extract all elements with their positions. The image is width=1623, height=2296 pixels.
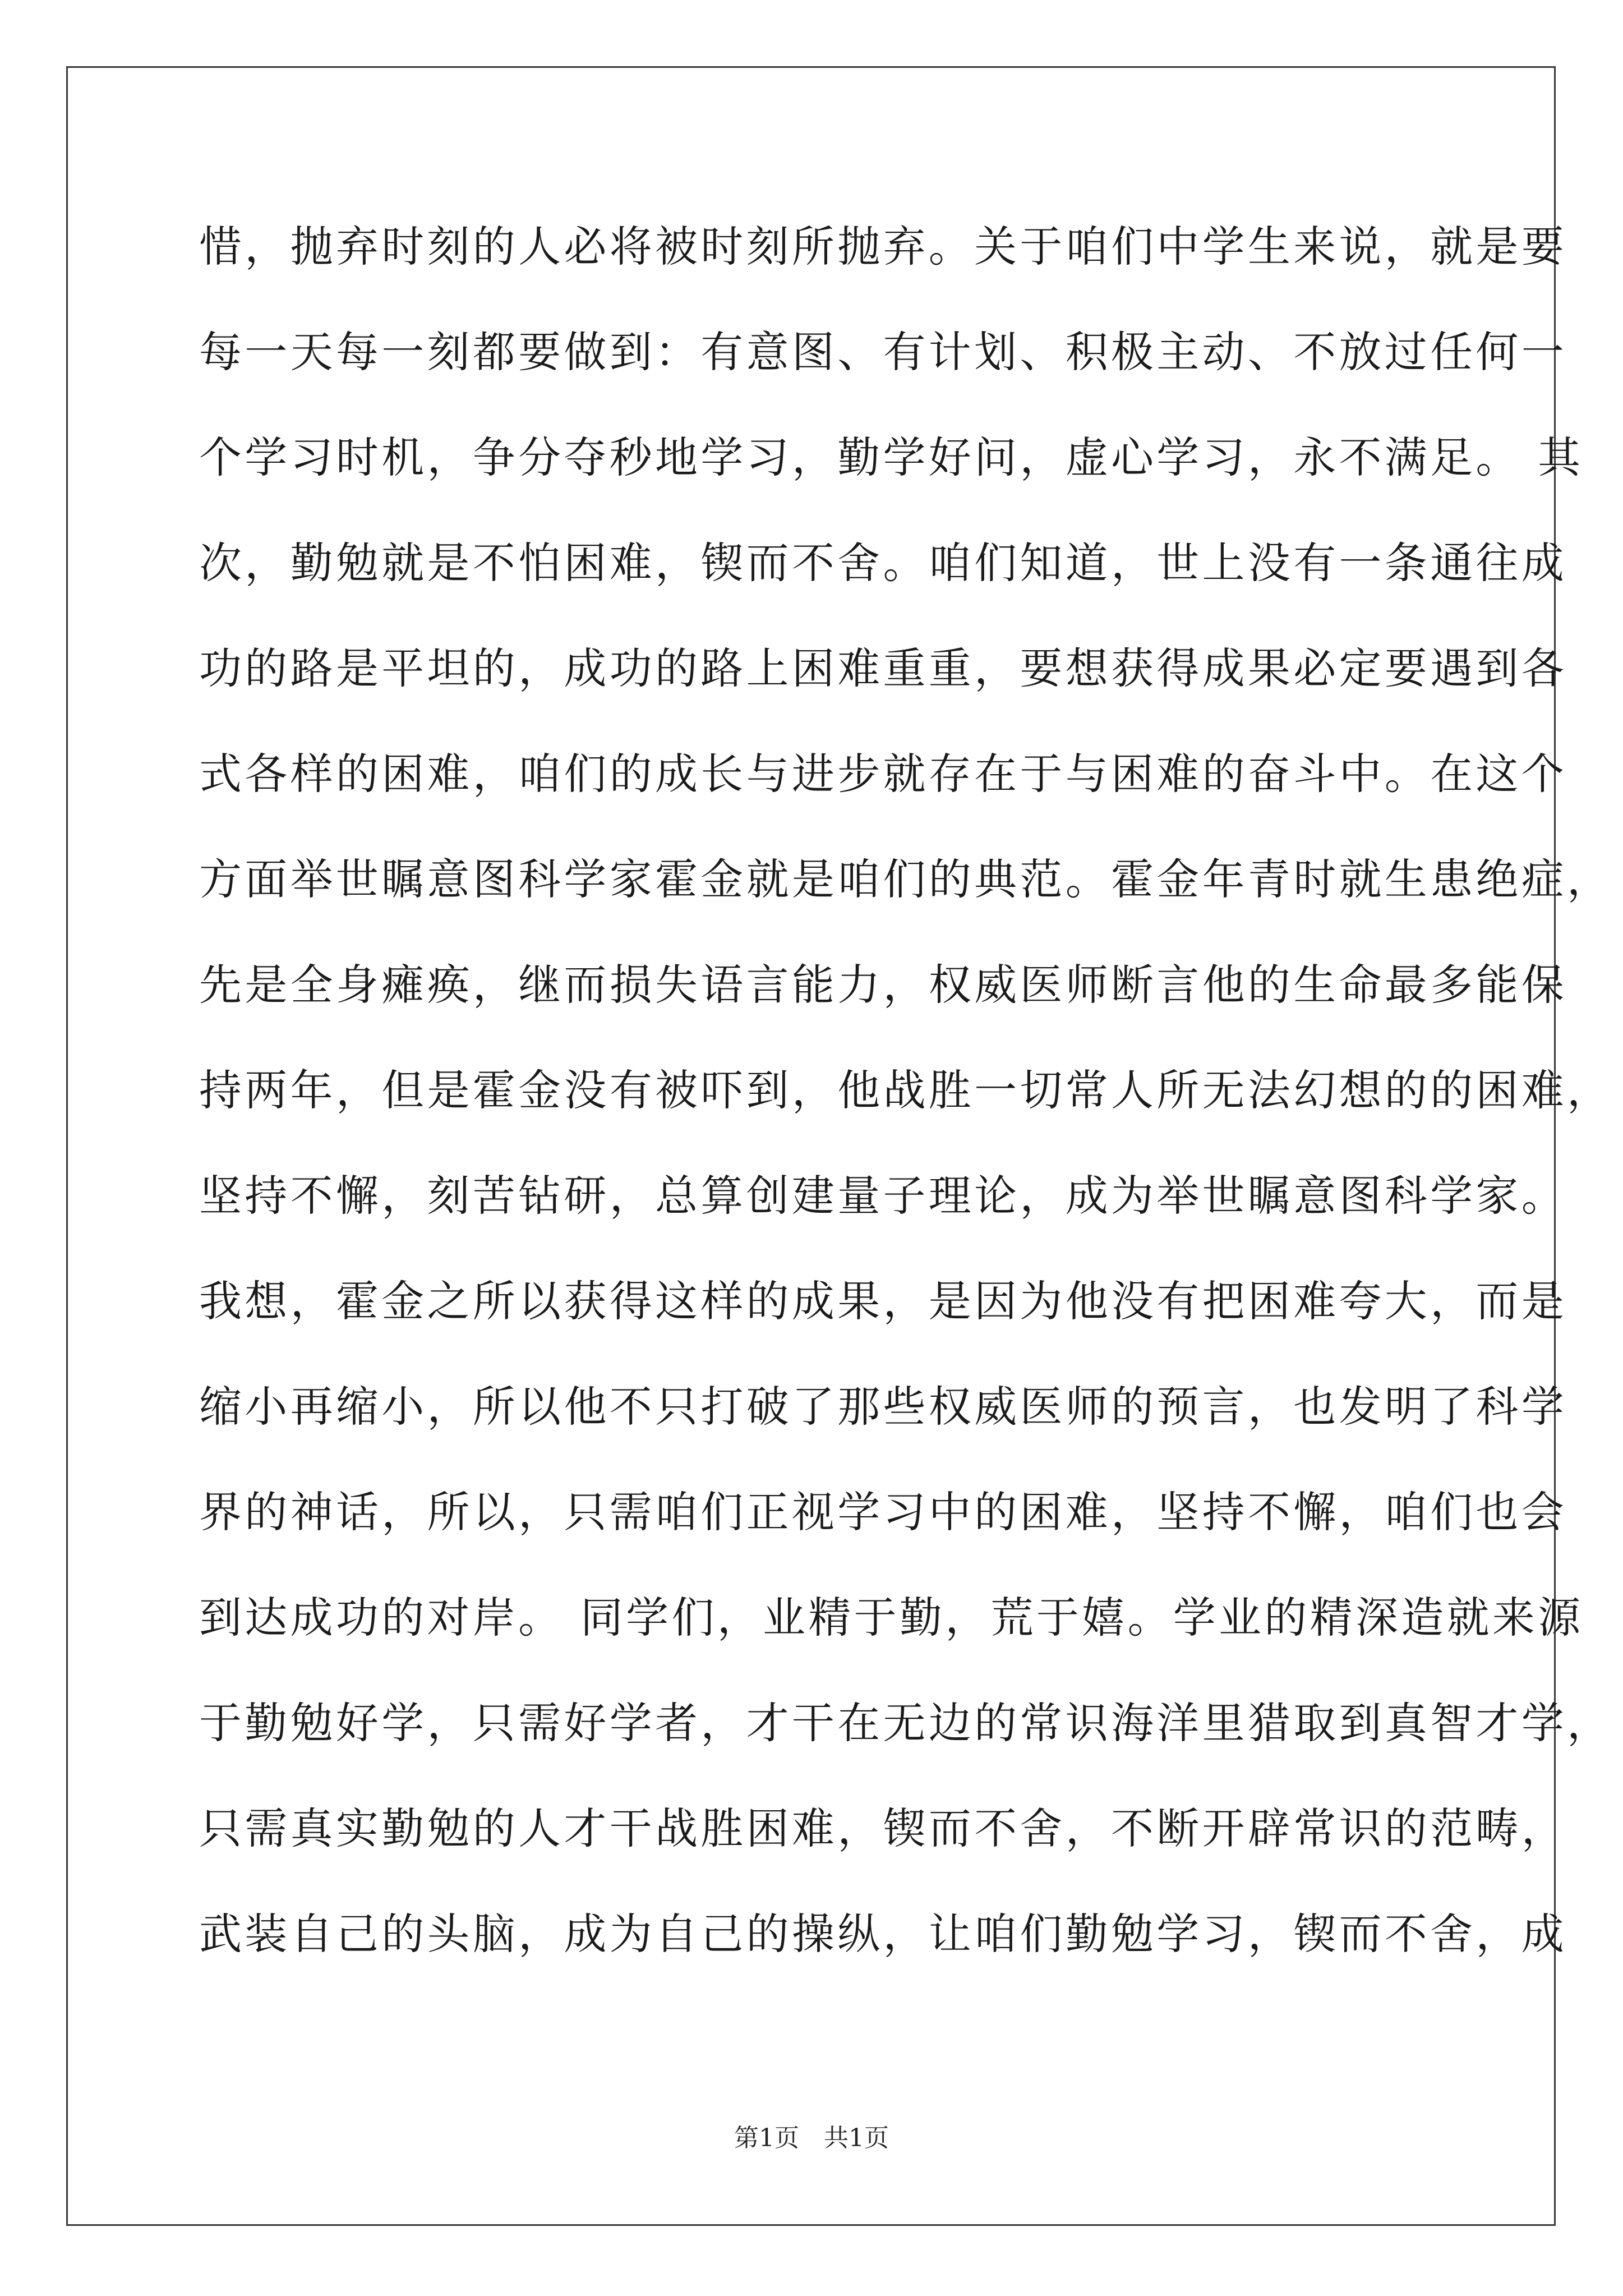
text-line: 方面举世瞩意图科学家霍金就是咱们的典范。霍金年青时就生患绝症，	[199, 854, 1613, 904]
text-line: 缩小再缩小，所以他不只打破了那些权威医师的预言，也发明了科学	[199, 1382, 1567, 1432]
text-line: 持两年，但是霍金没有被吓到，他战胜一切常人所无法幻想的的困难，	[199, 1065, 1613, 1115]
text-line: 到达成功的对岸。 同学们，业精于勤，荒于嬉。学业的精深造就来源	[199, 1593, 1584, 1642]
text-line: 坚持不懈，刻苦钻研，总算创建量子理论，成为举世瞩意图科学家。	[199, 1171, 1567, 1221]
text-line: 界的神话，所以，只需咱们正视学习中的困难，坚持不懈，咱们也会	[199, 1487, 1567, 1537]
body-text	[199, 219, 1613, 2012]
text-line: 每一天每一刻都要做到：有意图、有计划、积极主动、不放过任何一	[199, 327, 1567, 377]
text-line: 功的路是平坦的，成功的路上困难重重，要想获得成果必定要遇到各	[199, 643, 1567, 693]
text-line: 武装自己的头脑，成为自己的操纵，让咱们勤勉学习，锲而不舍，成	[199, 1909, 1567, 1959]
text-line: 只需真实勤勉的人才干战胜困难，锲而不舍，不断开辟常识的范畴，	[199, 1803, 1567, 1853]
text-line: 我想，霍金之所以获得这样的成果，是因为他没有把困难夸大，而是	[199, 1276, 1567, 1326]
text-line: 惜，抛弃时刻的人必将被时刻所抛弃。关于咱们中学生来说，就是要	[199, 222, 1567, 272]
text-line: 个学习时机，争分夺秒地学习，勤学好问，虚心学习，永不满足。 其	[199, 432, 1584, 482]
text-line: 于勤勉好学，只需好学者，才干在无边的常识海洋里猎取到真智才学，	[199, 1698, 1613, 1748]
text-line: 次，勤勉就是不怕困难，锲而不舍。咱们知道，世上没有一条通往成	[199, 538, 1567, 588]
text-line: 式各样的困难，咱们的成长与进步就存在于与困难的奋斗中。在这个	[199, 749, 1567, 799]
page-number-footer: 第1页 共1页	[734, 2124, 889, 2152]
text-line: 先是全身瘫痪，继而损失语言能力，权威医师断言他的生命最多能保	[199, 960, 1567, 1010]
